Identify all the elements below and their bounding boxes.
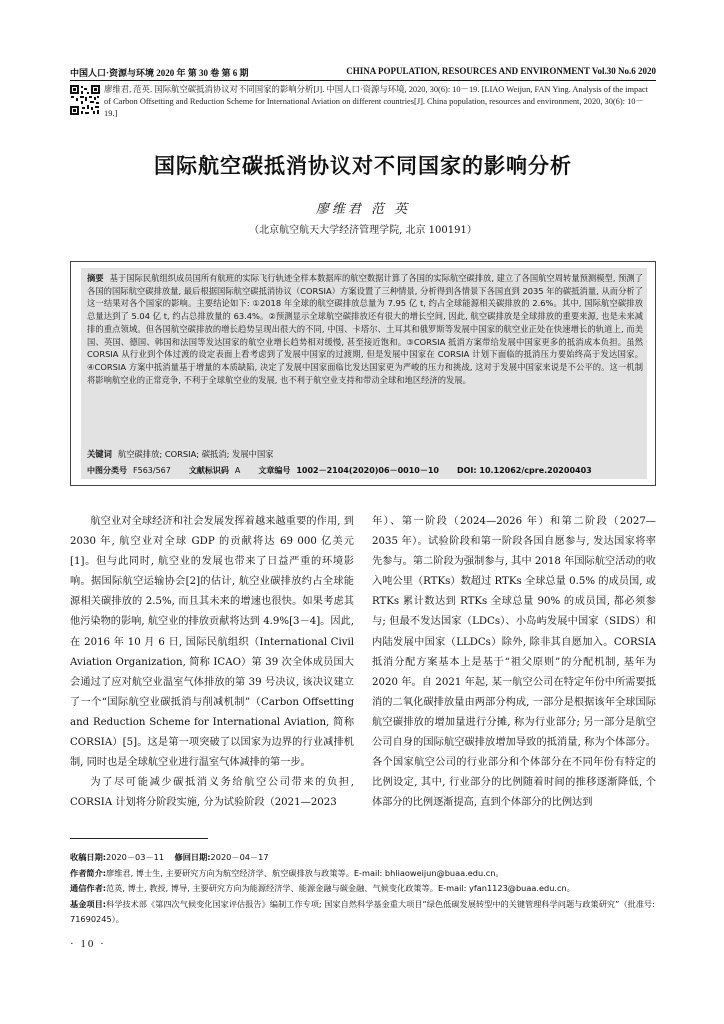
fund-text: 科学技术部《第四次气候变化国家评估报告》编制工作专项; 国家自然科学基金重大项目“绿色低碳发展转型中的关键管理科学问题与政策研究”（批准号: 71690245）。	[70, 898, 655, 925]
journal-header-en: CHINA POPULATION, RESOURCES AND ENVIRONMENT Vol.30 No.6 2020	[346, 66, 656, 76]
body-paragraph: 航空业对全球经济和社会发展发挥着越来越重要的作用, 到 2030 年, 航空业对全球 GDP 的贡献将达 69 000 亿美元[1]。但与此同时, 航空业的发展也带来了日益严重的环境影响。据国际航空运输协会[2]的估计, 航空业碳排放约占全球能源相关碳排放的 2.5%, 而且其未来的增速也很快。如果考虑其他污染物的影响, 航空业的排放贡献将达到 4.9%[3－4]。因此, 在 2016 年 10 月 6 日, 国际民航组织（International Civil Aviation Organization, 简称 ICAO）第 39 次全体成员国大会通过了应对航空业温室气体排放的第 39 号决议, 该决议建立了一个“国际航空业碳抵消与削减机制”（Carbon Offsetting and Reduction Scheme for International Aviation, 简称 CORSIA）[5]。这是第一项突破了以国家为边界的行业减排机制, 同时也是全球航空业进行温室气体减排的第一步。	[70, 516, 354, 769]
citation: 廖维君, 范英. 国际航空碳抵消协议对不同国家的影响分析[J]. 中国人口·资源与环境, 2020, 30(6): 10－19. [LIAO Weijun, FAN Ying. Analysis of the impact of Carbon Offsetting and Reduction Scheme for International Aviation on different countries[J]. China population, resources and environment, 2020, 30(6): 10－19.]	[104, 85, 648, 118]
footnote-dates	[70, 850, 656, 866]
running-header	[70, 66, 656, 80]
affiliation: （北京航空航天大学经济管理学院, 北京 100191）	[249, 225, 477, 236]
abstract-text: 基于国际民航组织成员国所有航班的实际飞行轨迹全样本数据库的航空数据计算了各国的实际航空碳排放, 建立了各国航空周转量预测模型, 预测了各国的国际航空碳排放量, 最后根据国际航空碳抵消协议（CORSIA）方案设置了三种情景, 分析得到各情景下各国直到 2035 年的碳抵消量, 从而分析了这一结果对各个国家的影响。主要结论如下: ①2018 年全球的航空碳排放总量为 7.95 亿 t, 约占全球能源相关碳排放的 2.6%。其中, 国际航空碳排放总量达到了 5.04 亿 t, 约占总排放量的 63.4%。②预测显示全球航空碳排放还有很大的增长空间, 因此, 航空碳排放是全球排放的重要来源, 也是未来减排的重点领域。但各国航空碳排放的增长趋势呈现出很大的不同, 中国、卡塔尔、土耳其和俄罗斯等发展中国家的航空业正处在快速增长的轨道上, 而美国、英国、德国、韩国和法国等发达国家的航空业增长趋势相对缓慢, 甚至接近饱和。③CORSIA 抵消方案带给发展中国家更多的抵消成本负担。虽然 CORSIA 从行业到个体过渡的设定表面上看考虑到了发展中国家的过渡期, 但是发展中国家在 CORSIA 计划下面临的抵消压力要始终高于发达国家。④CORSIA 方案中抵消量基于增量的本质缺陷, 决定了发展中国家面临比发达国家更为严峻的压力和挑战, 这对于发展中国家来说是不公平的。这一机制将影响航空业的正常竞争, 不利于全球航空业的发展, 也不利于航空业支持和带动全球和地区经济的发展。	[87, 273, 643, 385]
revised-label: 修回日期:	[174, 852, 211, 862]
clc-label: 中图分类号	[87, 466, 127, 475]
article-no-label: 文章编号	[258, 466, 291, 475]
author-label: 作者简介:	[70, 867, 107, 878]
keywords-text: 航空碳排放; CORSIA; 碳抵消; 发展中国家	[117, 449, 274, 459]
keywords-label: 关键词	[87, 449, 112, 459]
received-date: 2020－03－11	[106, 852, 165, 862]
keywords	[87, 448, 643, 460]
abstract-label: 摘要	[87, 273, 104, 283]
author-bio: 廖维君, 博士生, 主要研究方向为航空经济学、航空碳排放与政策等。E-mail: bhliaoweijun@buaa.edu.cn。	[106, 867, 504, 878]
footnotes	[70, 850, 656, 928]
clc-value: F563/567	[133, 466, 171, 475]
paper-title: 国际航空碳抵消协议对不同国家的影响分析	[154, 154, 572, 178]
body-paragraph: 为了尽可能减少碳抵消义务给航空公司带来的负担, CORSIA 计划将分阶段实施, 分为试验阶段（2021—2023	[70, 777, 354, 809]
abstract-box	[70, 261, 656, 486]
qr-code-icon	[70, 85, 100, 115]
corresponding-label: 通信作者:	[70, 883, 107, 894]
body-column-left	[70, 512, 354, 813]
corresponding-bio: 范英, 博士, 教授, 博导, 主要研究方向为能源经济学、能源金融与碳金融、气候变化政策等。E-mail: yfan1123@buaa.edu.cn。	[106, 883, 575, 894]
body-paragraph: 年）、第一阶段（2024—2026 年）和第二阶段（2027—2035 年）。试验阶段和第一阶段各国自愿参与, 发达国家将率先参与。第二阶段为强制参与, 其中 2018 年国际航空活动的收入吨公里（RTKs）数超过 RTKs 全球总量 0.5% 的成员国, 或 RTKs 累计数达到 RTKs 全球总量 90% 的成员国, 都必须参与; 但最不发达国家（LDCs）、小岛屿发展中国家（SIDS）和内陆发展中国家（LLDCs）除外, 除非其自愿加入。CORSIA 抵消分配方案基本上是基于“祖父原则”的分配机制, 基年为 2020 年。自 2021 年起, 某一航空公司在特定年份中所需要抵消的二氧化碳排放量由两部分构成, 一部分是根据该年全球国际航空碳排放的增加量进行分摊, 称为行业部分; 另一部分是航空公司自身的国际航空碳排放增加导致的抵消量, 称为个体部分。各个国家航空公司的行业部分和个体部分在不同年份有特定的比例设定, 其中, 行业部分的比例随着时间的推移逐渐降低, 个体部分的比例逐渐提高, 直到个体部分的比例达到	[372, 516, 656, 809]
article-no-value: 1002－2104(2020)06－0010－10	[296, 466, 439, 475]
footnote-fund	[70, 897, 656, 928]
page-number: · 10 ·	[70, 938, 106, 950]
doc-label: 文献标识码	[188, 466, 229, 475]
footnote-rule	[70, 838, 208, 839]
body-column-right	[372, 512, 656, 813]
revised-date: 2020－04－17	[210, 852, 269, 862]
received-label: 收稿日期:	[70, 852, 107, 862]
classification-row	[87, 465, 643, 476]
journal-header-cn: 中国人口·资源与环境 2020 年 第 30 卷 第 6 期	[70, 68, 249, 78]
doc-value: A	[234, 466, 241, 475]
doi: DOI: 10.12062/cpre.20200403	[456, 466, 592, 475]
footnote-corresponding	[70, 881, 656, 897]
footnote-author	[70, 866, 656, 882]
header-rule	[70, 80, 656, 81]
fund-label: 基金项目:	[70, 898, 107, 909]
abstract	[87, 272, 643, 386]
authors: 廖维君 范 英	[315, 202, 411, 217]
